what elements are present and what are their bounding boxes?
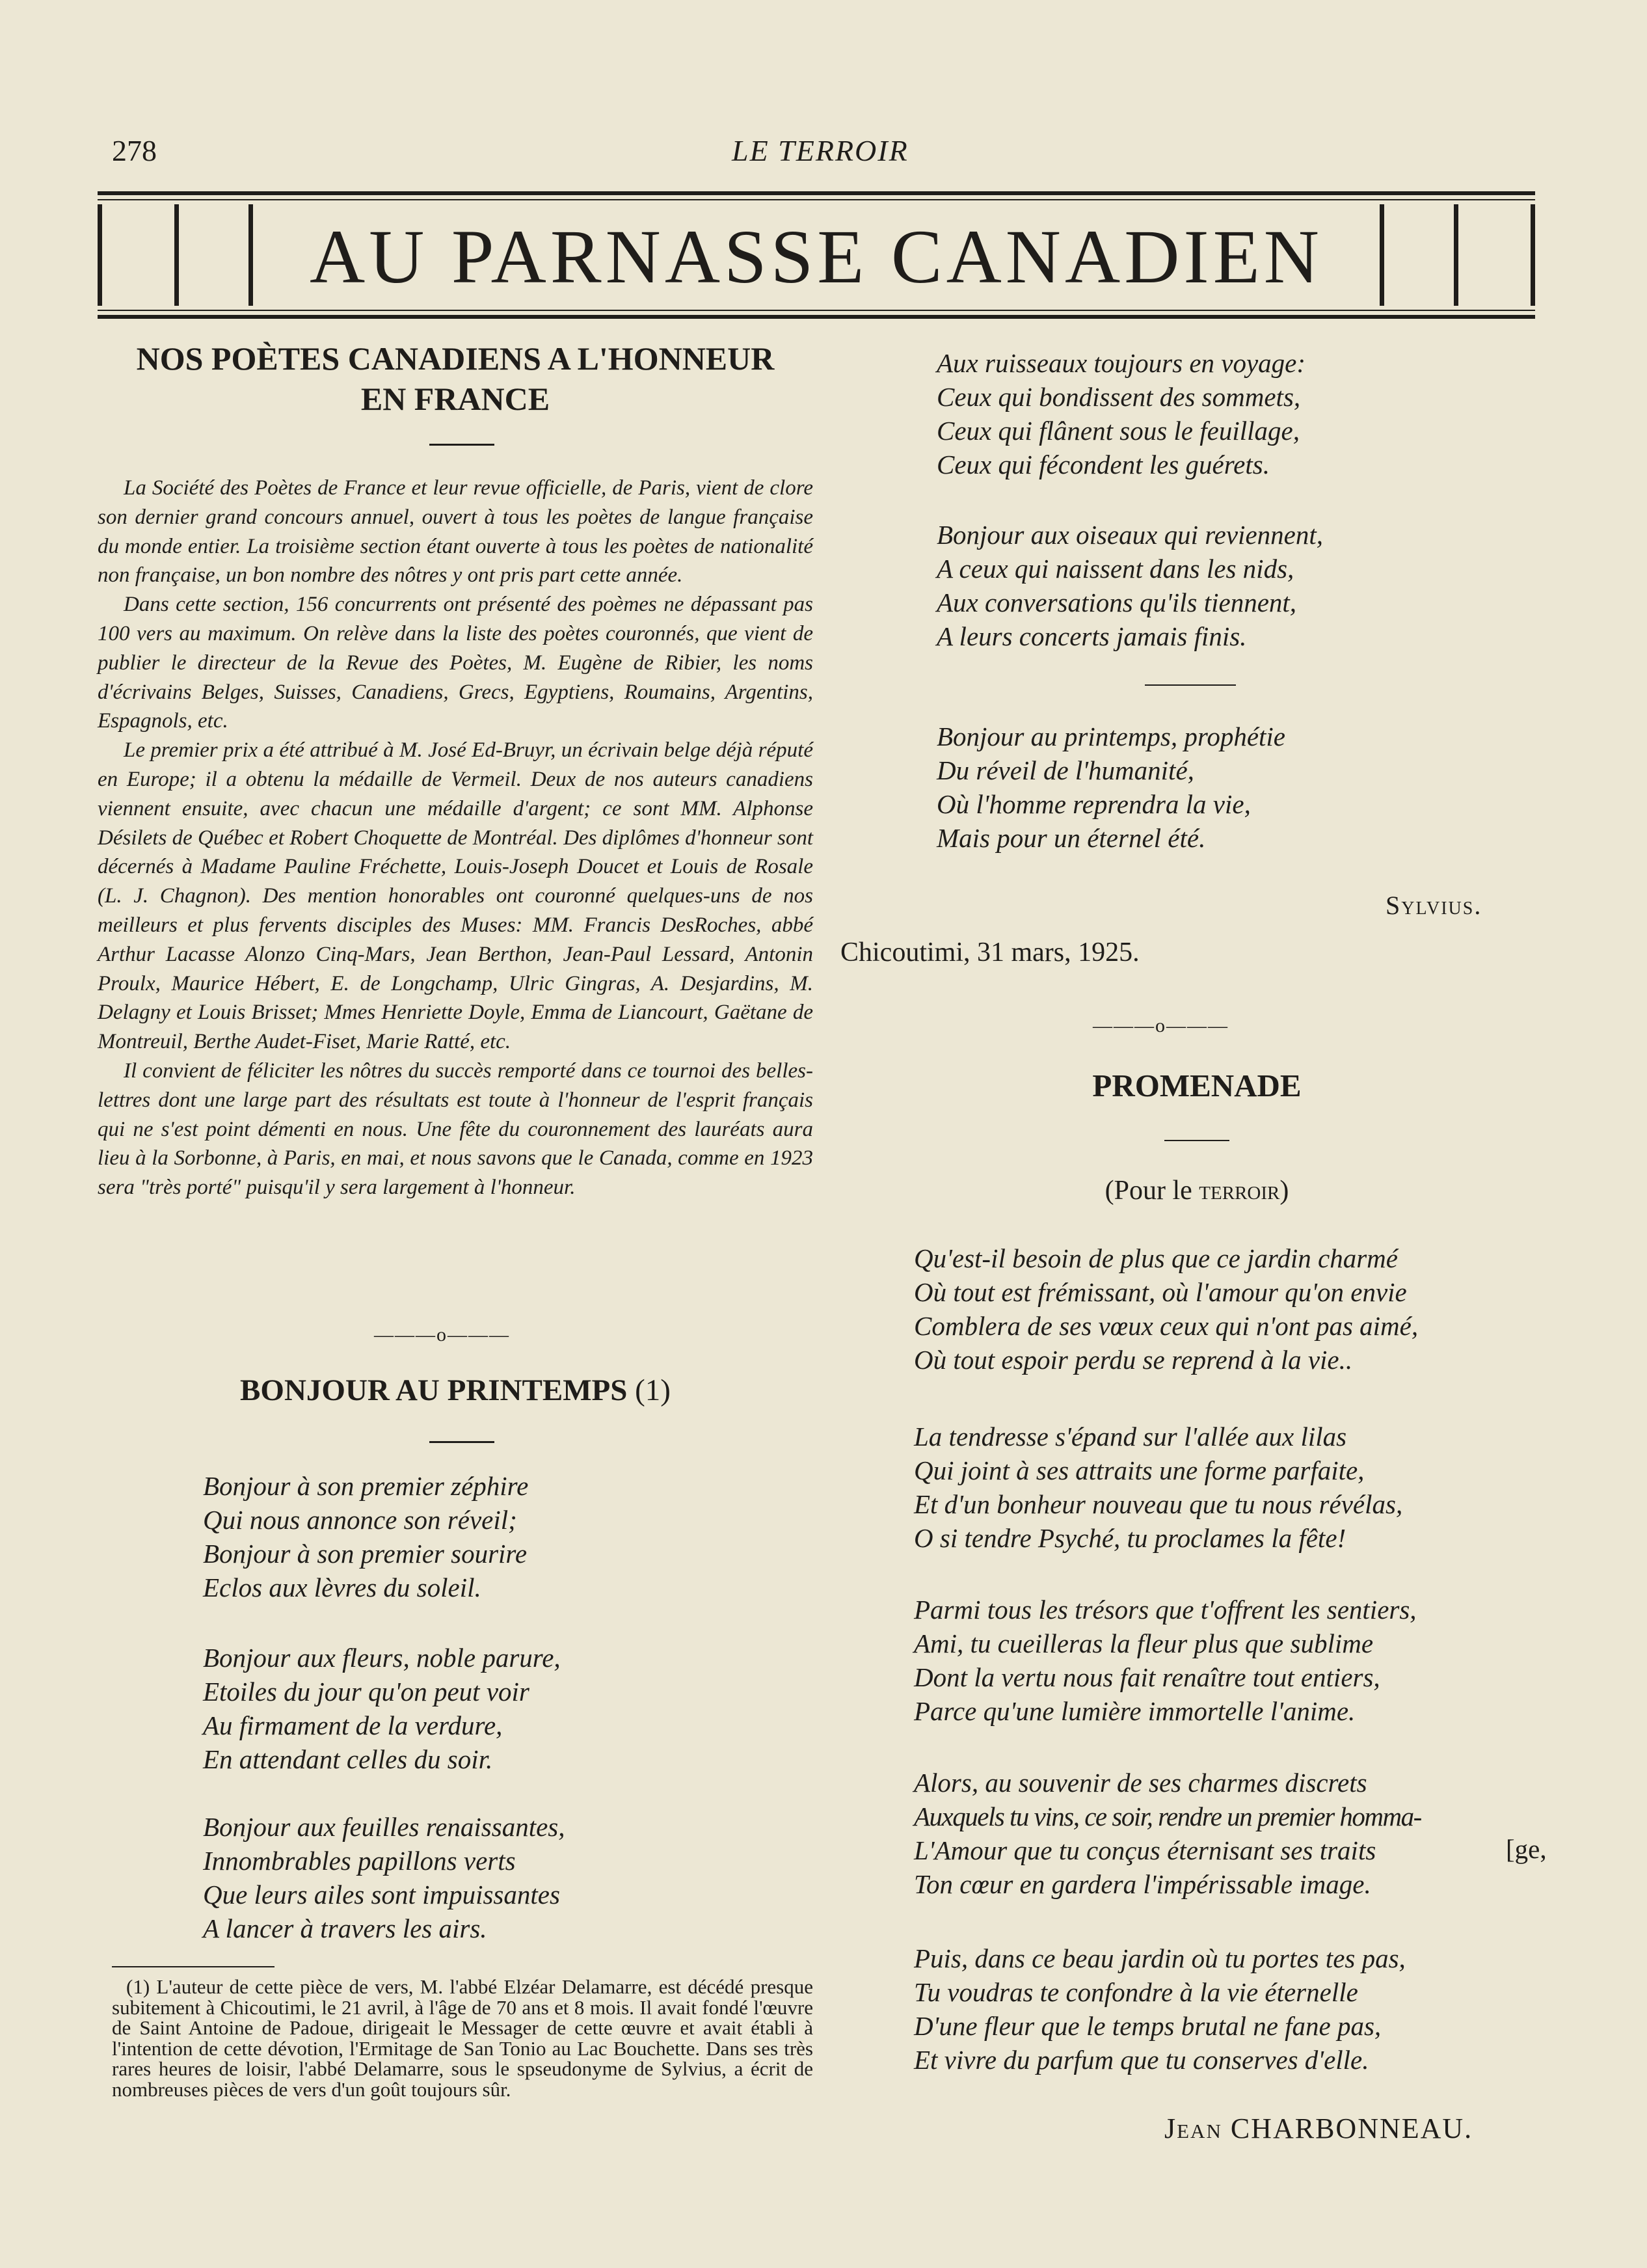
poem1-stanza [937,720,1285,855]
verse-line: D'une fleur que le temps brutal ne fane pas, [914,2011,1382,2041]
verse-line: A lancer à travers les airs. [203,1913,487,1943]
verse-line: L'Amour que tu conçus éternisant ses traits [914,1835,1376,1865]
poem2-stanza [914,1420,1402,1555]
verse-line: Qui joint à ses attraits une forme parfaite, [914,1455,1365,1485]
verse-line: Ton cœur en gardera l'impérissable image. [914,1869,1371,1899]
verse-line: Du réveil de l'humanité, [937,755,1194,785]
poem1-place-date: Chicoutimi, 31 mars, 1925. [840,938,1140,967]
article-paragraph: La Société des Poètes de France et leur revue officielle, de Paris, vient de clore son dernier grand concours annuel, ouvert à tous les poètes de langue française du monde entier. La troisième section étant ouverte à tous les poètes de nationalité non française, un bon nombre des nôtres y ont pris part cette année. [98,476,813,587]
verse-line: Bonjour aux fleurs, noble parure, [203,1643,561,1673]
verse-line: Etoiles du jour qu'on peut voir [203,1677,529,1707]
verse-line: Bonjour à son premier sourire [203,1539,528,1569]
poem2-stanza [914,1593,1417,1728]
verse-line: Innombrables papillons verts [203,1846,516,1876]
subtitle-prefix: (Pour le [1105,1176,1199,1206]
banner-title: AU PARNASSE CANADIEN [309,214,1324,299]
separator: ———o——— [1093,1015,1229,1036]
title-rule [1164,1140,1229,1141]
verse-line: O si tendre Psyché, tu proclames la fête! [914,1523,1346,1553]
verse-line: Ceux qui flânent sous le feuillage, [937,416,1300,446]
footnote-rule [112,1966,274,1967]
poem1-title [98,1373,813,1408]
verse-line: Bonjour aux oiseaux qui reviennent, [937,520,1323,550]
title-rule [429,1441,494,1443]
article-paragraph: Il convient de féliciter les nôtres du succès remporté dans ce tournoi des belles-lettres dont une large part des résultats est toute à l'honneur de l'esprit français qui ne s'est point démenti en nous. Une fête du couronnement des lauréats aura lieu à la Sorbonne, à Paris, en mai, et nous savons que le Canada, comme en 1923 sera "très porté" puisqu'il y sera largement à l'honneur. [98,1059,813,1200]
poem2-stanza [914,1241,1418,1377]
verse-line: Parce qu'une lumière immortelle l'anime. [914,1696,1356,1726]
poem2-stanza [914,1941,1406,2077]
poem2-subtitle [846,1175,1548,1206]
verse-line: Auxquels tu vins, ce soir, rendre un premier homma- [914,1802,1421,1831]
poem2-signature: Jean CHARBONNEAU. [1164,2113,1473,2144]
verse-line: Au firmament de la verdure, [203,1710,503,1740]
verse-line: Dont la vertu nous fait renaître tout entiers, [914,1662,1380,1692]
poem1-stanza [203,1641,561,1776]
verse-line: Qu'est-il besoin de plus que ce jardin charmé [914,1243,1398,1273]
verse-line: Que leurs ailes sont impuissantes [203,1880,560,1910]
verse-line: A ceux qui naissent dans les nids, [937,554,1294,584]
verse-line: En attendant celles du soir. [203,1744,493,1774]
footnote-text: (1) L'auteur de cette pièce de vers, M. l'abbé Elzéar Delamarre, est décédé presque subitement à Chicoutimi, le 21 avril, à l'âge de 70 ans et 8 mois. Il avait fondé l'œuvre de Saint Antoine de Padoue, dirigeait le Messager de cette œuvre et avait établi à l'intention de cette dévotion, l'Ermitage de San Tonio au Lac Bouchette. Dans ses très rares heures de loisir, l'abbé Delamarre, sous le spseudonyme de Sylvius, a écrit de nombreuses pièces de vers d'un goût toujours sûr. [112,1975,813,2101]
footnote [112,1977,813,2099]
verse-line: Tu voudras te confondre à la vie éternelle [914,1977,1358,2007]
verse-line: Bonjour aux feuilles renaissantes, [203,1812,565,1842]
stanza-rule [1145,684,1236,686]
separator: ———o——— [374,1324,510,1345]
verse-line: Où tout espoir perdu se reprend à la vie.. [914,1345,1353,1375]
verse-continuation: [ge, [1506,1834,1547,1864]
article-body [98,474,813,1202]
footnote-ref[interactable]: (1) [635,1373,671,1407]
verse-line: Où l'homme reprendra la vie, [937,789,1251,819]
verse-line: Qui nous annonce son réveil; [203,1505,517,1535]
running-title: LE TERROIR [732,134,909,167]
article-title [98,338,813,419]
poem1-title-text: BONJOUR AU PRINTEMPS [240,1373,628,1407]
poem1-stanza [937,518,1323,653]
verse-line: Bonjour au printemps, prophétie [937,722,1286,751]
verse-line: Puis, dans ce beau jardin où tu portes tes pas, [914,1943,1406,1973]
poem1-stanza [937,346,1306,481]
article-title-line2: EN FRANCE [360,381,550,417]
verse-line: Et d'un bonheur nouveau que tu nous révélas, [914,1489,1403,1519]
article-paragraph: Le premier prix a été attribué à M. José Ed-Bruyr, un écrivain belge déjà réputé en Europe; il a obtenu la médaille de Vermeil. Deux de nos auteurs canadiens viennent ensuite, avec chacun une médaille d'argent; ce sont MM. Alphonse Désilets de Québec et Robert Choquette de Montréal. Des diplômes d'honneur sont décernés à Madame Pauline Fréchette, Louis-Joseph Doucet et Louis de Rosale (L. J. Chagnon). Des mention honorables ont couronné quelques-uns de nos meilleurs et plus fervents disciples des Muses: MM. Francis DesRoches, abbé Arthur Lacasse Alonzo Cinq-Mars, Jean Berthon, Jean-Paul Lessard, Antonin Proulx, Maurice Hébert, E. de Longchamp, Ulric Gingras, A. Desjardins, M. Delagny et Louis Brisset; Mmes Henriette Doyle, Emma de Liancourt, Gaëtane de Montreuil, Berthe Audet-Fiset, Marie Ratté, etc. [98,738,813,1054]
poem2-stanza [914,1766,1421,1901]
poem1-stanza [203,1810,565,1945]
verse-line: Aux ruisseaux toujours en voyage: [937,348,1306,378]
subtitle-name: terroir [1199,1176,1280,1206]
title-rule [429,444,494,446]
verse-line: Où tout est frémissant, où l'amour qu'on envie [914,1277,1407,1307]
poem1-stanza [203,1469,528,1604]
page-number: 278 [112,134,157,167]
article-title-line1: NOS POÈTES CANADIENS A L'HONNEUR [136,340,775,377]
verse-line: La tendresse s'épand sur l'allée aux lilas [914,1422,1347,1451]
verse-line: Ceux qui bondissent des sommets, [937,382,1301,412]
verse-line: A leurs concerts jamais finis. [937,621,1247,651]
verse-line: Alors, au souvenir de ses charmes discrets [914,1768,1367,1798]
poem1-signature: Sylvius. [1386,891,1482,920]
verse-line: Eclos aux lèvres du soleil. [203,1573,481,1602]
poem2-title: PROMENADE [1092,1068,1302,1103]
verse-line: Et vivre du parfum que tu conserves d'elle. [914,2045,1369,2075]
verse-line: Aux conversations qu'ils tiennent, [937,587,1297,617]
article-paragraph: Dans cette section, 156 concurrents ont présenté des poèmes ne dépassant pas 100 vers au maximum. On relève dans la liste des poètes couronnés, que vient de publier le directeur de la Revue des Poètes, M. Eugène de Ribier, les noms d'écrivains Belges, Suisses, Canadiens, Grecs, Egyptiens, Roumains, Argentins, Espagnols, etc. [98,593,813,733]
verse-line: Parmi tous les trésors que t'offrent les sentiers, [914,1595,1417,1625]
verse-line: Mais pour un éternel été. [937,823,1206,853]
verse-line: Ami, tu cueilleras la fleur plus que sublime [914,1628,1374,1658]
verse-line: Ceux qui fécondent les guérets. [937,450,1270,479]
subtitle-suffix: ) [1279,1176,1289,1206]
verse-line: Bonjour à son premier zéphire [203,1471,529,1501]
section-banner [98,191,1535,319]
verse-line: Comblera de ses vœux ceux qui n'ont pas aimé, [914,1311,1419,1341]
